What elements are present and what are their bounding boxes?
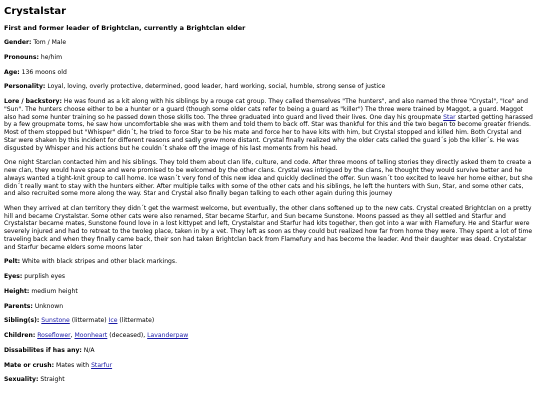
sibling-note-ice: (littermate) — [119, 317, 155, 325]
disabilities-row — [4, 347, 536, 355]
star-link[interactable]: Star — [443, 113, 456, 121]
children-separator: , — [70, 332, 73, 340]
personality-label: Personality: — [4, 83, 46, 91]
gender-label: Gender: — [4, 39, 32, 47]
children-row — [4, 332, 536, 340]
eyes-value: purplish eyes — [24, 273, 66, 281]
pelt-value: White with black stripes and other black markings. — [21, 258, 178, 266]
disabilities-label: Dissabilites if has any: — [4, 346, 82, 354]
age-label: Age: — [4, 68, 20, 76]
mate-link-starfur[interactable]: Starfur — [91, 361, 113, 369]
personality-row — [4, 83, 536, 91]
sexuality-label: Sexuality: — [4, 376, 39, 384]
age-row — [4, 69, 536, 77]
gender-row — [4, 39, 536, 47]
parents-label: Parents: — [4, 302, 33, 310]
pelt-label: Pelt: — [4, 258, 21, 266]
eyes-row — [4, 273, 536, 281]
pronouns-value: he/him — [40, 53, 63, 61]
height-label: Height: — [4, 287, 30, 295]
sibling-link-sunstone[interactable]: Sunstone — [41, 317, 70, 325]
children-label: Children: — [4, 332, 36, 340]
lore-paragraph-3: When they arrived at clan territory they didn´t get the warmest welcome, but eventually, the other clans softened up to the new cats. Crystal created Brightclan on a pretty hill and became Crystalstar. Some other cats were also renamed, Star became Starfur, and Sun became Sunstone. Moons passed as they all settled and Starfur and Crystalstar became mates, Sunstone found love in a lost kittypet and left, Crystalstar and Starfur had kits together, then got into a war with Flamefury. He and Starfur were severely injured and had to retreat to the twoleg place, taken in by a vet. They left as soon as they could but realized how far from home they were. They spent a lot of time traveling back and when they finally came back, their son had taken Brightclan back from Flamefury and has become the leader. And their daughter was dead. Crystalstar and Starfur became elders some moons later — [4, 205, 533, 251]
mate-prefix: Mates with — [55, 361, 90, 369]
pronouns-label: Pronouns: — [4, 53, 39, 61]
parents-value: Unknown — [34, 302, 64, 310]
lore-text-1b: started getting harassed by a few groupmate toms, he saw how uncomfortable she was with them and told them to back off. Star was thankful for this and the two began to become greater friends. Most of them stopped but "Whisper" didn´t, he tried to force Star to be his mate and force her to have kits with him, but Crystal stopped and killed him. Both Crystal and Star were shaken by this incident for different reasons and sadly grew more distant. Crystal finally realized why the older cats called the guard´s job the killer´s. He was disgusted by Whisper and his actions but he couldn´t shake off the image of his last moments from his head. — [4, 113, 533, 152]
siblings-row — [4, 317, 536, 325]
siblings-label: Sibling(s): — [4, 317, 40, 325]
lore-text-1a: He was found as a kit along with his siblings by a rouge cat group. They called themselves "The hunters", and also named the three "Crystal", "Ice" and "Sun". The hunters choose either to be a hunter or a guard (though some older cats refer to being a guard as "killer") The three were trained by Maggot, a guard. Maggot also had some hunter training so he passed down those skills too. The three graduated into guard and lived their lives. One day his groupmate — [4, 98, 528, 121]
mate-label: Mate or crush: — [4, 361, 55, 369]
sibling-link-ice[interactable]: Ice — [108, 317, 118, 325]
pelt-row — [4, 258, 536, 266]
child-link-lavanderpaw[interactable]: Lavanderpaw — [147, 332, 189, 340]
page-subtitle: First and former leader of Brightclan, currently a Brightclan elder — [4, 24, 246, 32]
age-value: 136 moons old — [21, 68, 67, 76]
eyes-label: Eyes: — [4, 273, 23, 281]
sibling-note-sunstone: (littermate) — [71, 317, 107, 325]
lore-label: Lore / backstory: — [4, 98, 62, 106]
sexuality-row — [4, 376, 536, 384]
child-link-roseflower[interactable]: Roseflower — [37, 332, 71, 340]
height-value: medium height — [31, 287, 78, 295]
lore-paragraph-1 — [4, 98, 536, 152]
page-title: Crystalstar — [4, 6, 67, 17]
mate-row — [4, 362, 536, 370]
gender-value: Tom / Male — [33, 39, 67, 47]
sexuality-value: Straight — [40, 376, 65, 384]
personality-value: Loyal, loving, overly protective, determined, good leader, hard working, social, humble, strong sense of justice — [47, 83, 386, 91]
height-row — [4, 288, 536, 296]
child-note-moonheart: (deceased), — [109, 332, 146, 340]
parents-row — [4, 303, 536, 311]
lore-paragraph-2: One night Starclan contacted him and his siblings. They told them about clan life, culture, and code. After three moons of telling stories they directly asked them to create a new clan, they would have space and were promised to be welcomed by the other clans. Crystal was intrigued by the clans, he thought they would survive better and he always wanted a tight-knit group to call home. Ice wasn´t very fond of this new idea and quickly declined the offer. Sun wasn´t too excited to leave her home either, but she didn´t really want to stay with the hunters either. After multiple talks with some of the other cats and his siblings, he left the hunters with Sun, Star, and some other cats, and also recruited some more along the way. Star and Crystal also finally began talking to each other again during this journey — [4, 159, 533, 198]
child-link-moonheart[interactable]: Moonheart — [74, 332, 108, 340]
disabilities-value: N/A — [83, 346, 95, 354]
pronouns-row — [4, 54, 536, 62]
